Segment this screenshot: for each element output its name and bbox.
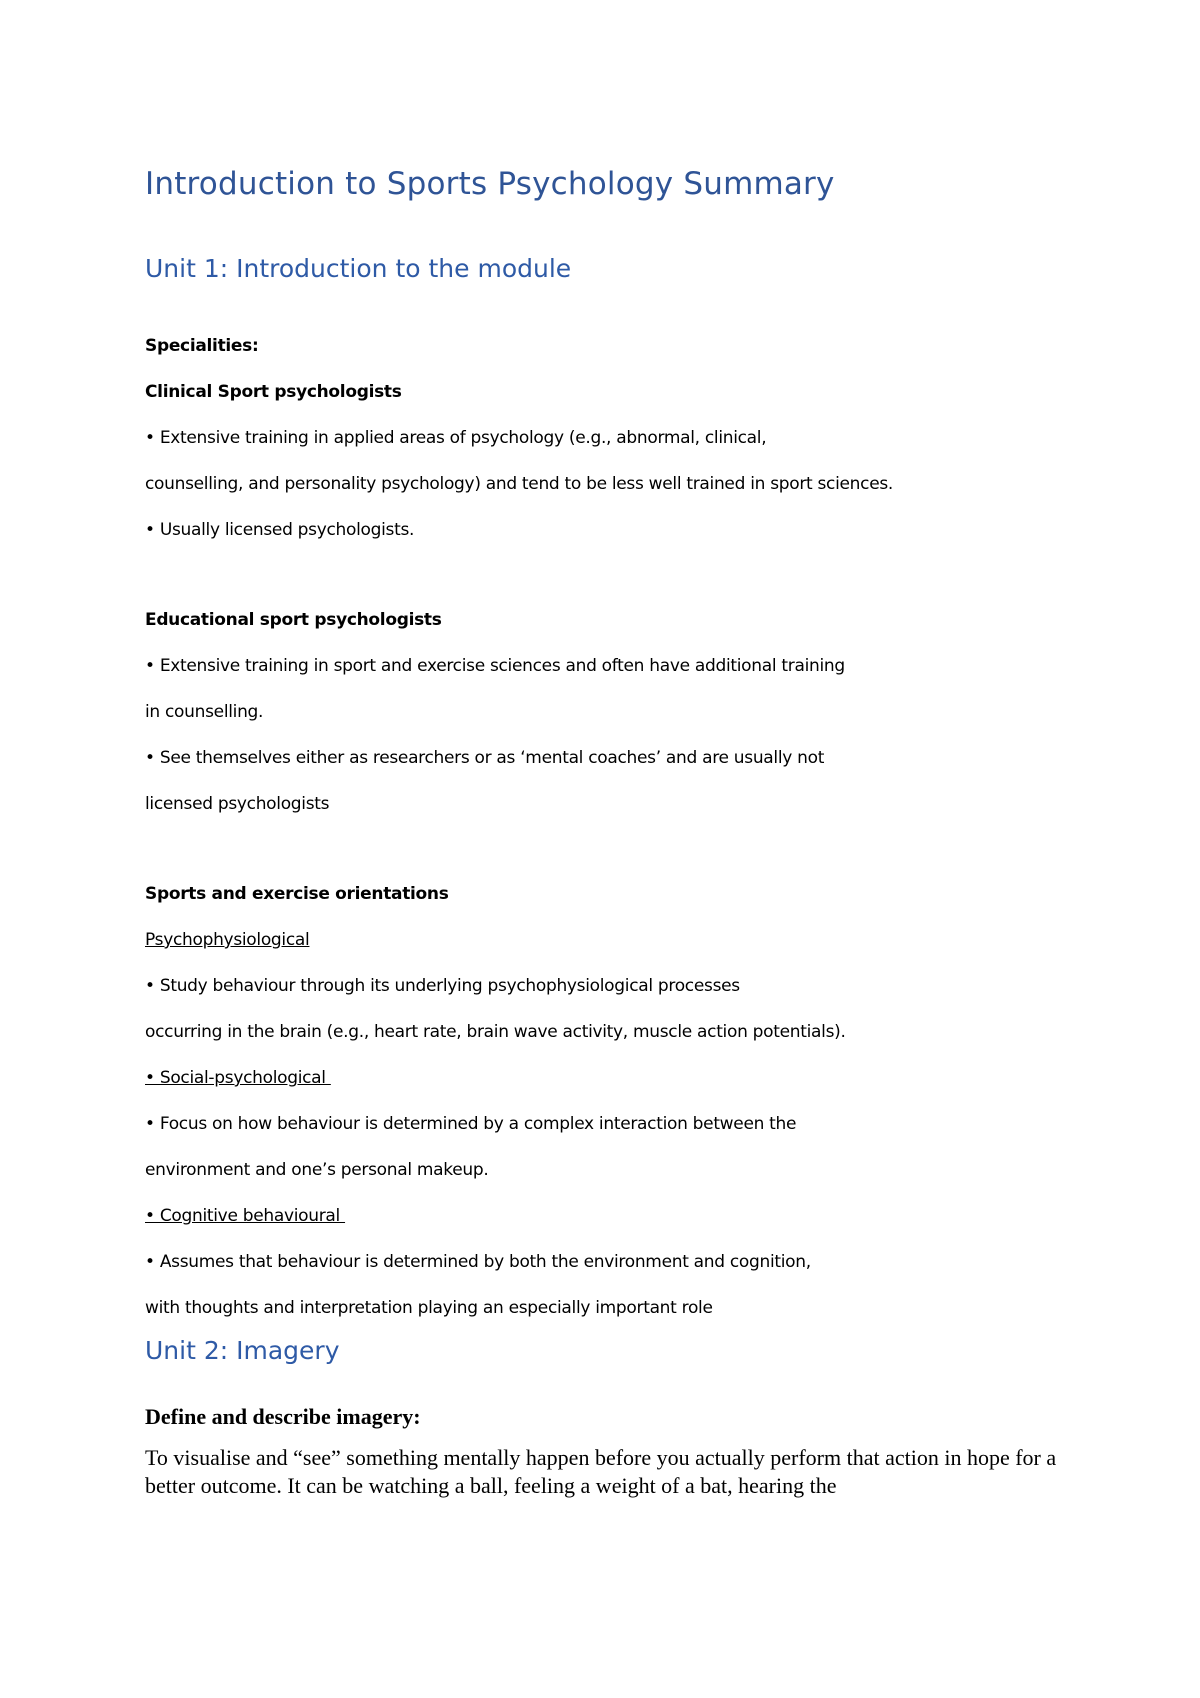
educational-heading: Educational sport psychologists xyxy=(145,610,442,630)
cognitive-behavioural-label: • Cognitive behavioural xyxy=(145,1206,346,1226)
clinical-line: counselling, and personality psychology) and tend to be less well trained in sport sciences. xyxy=(145,474,894,494)
unit2-heading: Unit 2: Imagery xyxy=(145,1336,340,1365)
clinical-line: • Usually licensed psychologists. xyxy=(145,520,415,540)
clinical-heading: Clinical Sport psychologists xyxy=(145,382,402,402)
imagery-subheading: Define and describe imagery: xyxy=(145,1404,421,1429)
educational-line: licensed psychologists xyxy=(145,794,330,814)
cognitive-behavioural-line: with thoughts and interpretation playing an especially important role xyxy=(145,1298,713,1318)
cognitive-behavioural-line: • Assumes that behaviour is determined by both the environment and cognition, xyxy=(145,1252,811,1272)
social-psychological-line: • Focus on how behaviour is determined by a complex interaction between the xyxy=(145,1114,797,1134)
social-psychological-line: environment and one’s personal makeup. xyxy=(145,1160,489,1180)
psychophysiological-label: Psychophysiological xyxy=(145,930,310,950)
psychophysiological-line: • Study behaviour through its underlying psychophysiological processes xyxy=(145,976,740,996)
imagery-paragraph: To visualise and “see” something mentally happen before you actually perform that action in hope for a better outcome. It can be watching a ball, feeling a weight of a bat, hearing the xyxy=(145,1445,1057,1498)
social-psychological-label: • Social-psychological xyxy=(145,1068,331,1088)
educational-line: • See themselves either as researchers or as ‘mental coaches’ and are usually not xyxy=(145,748,825,768)
clinical-line: • Extensive training in applied areas of psychology (e.g., abnormal, clinical, xyxy=(145,428,767,448)
specialities-label: Specialities: xyxy=(145,336,259,356)
educational-line: • Extensive training in sport and exercise sciences and often have additional training xyxy=(145,656,845,676)
unit1-heading: Unit 1: Introduction to the module xyxy=(145,254,572,283)
orientations-heading: Sports and exercise orientations xyxy=(145,884,449,904)
psychophysiological-line: occurring in the brain (e.g., heart rate, brain wave activity, muscle action potentials). xyxy=(145,1022,846,1042)
document-title: Introduction to Sports Psychology Summary xyxy=(145,166,835,202)
educational-line: in counselling. xyxy=(145,702,264,722)
